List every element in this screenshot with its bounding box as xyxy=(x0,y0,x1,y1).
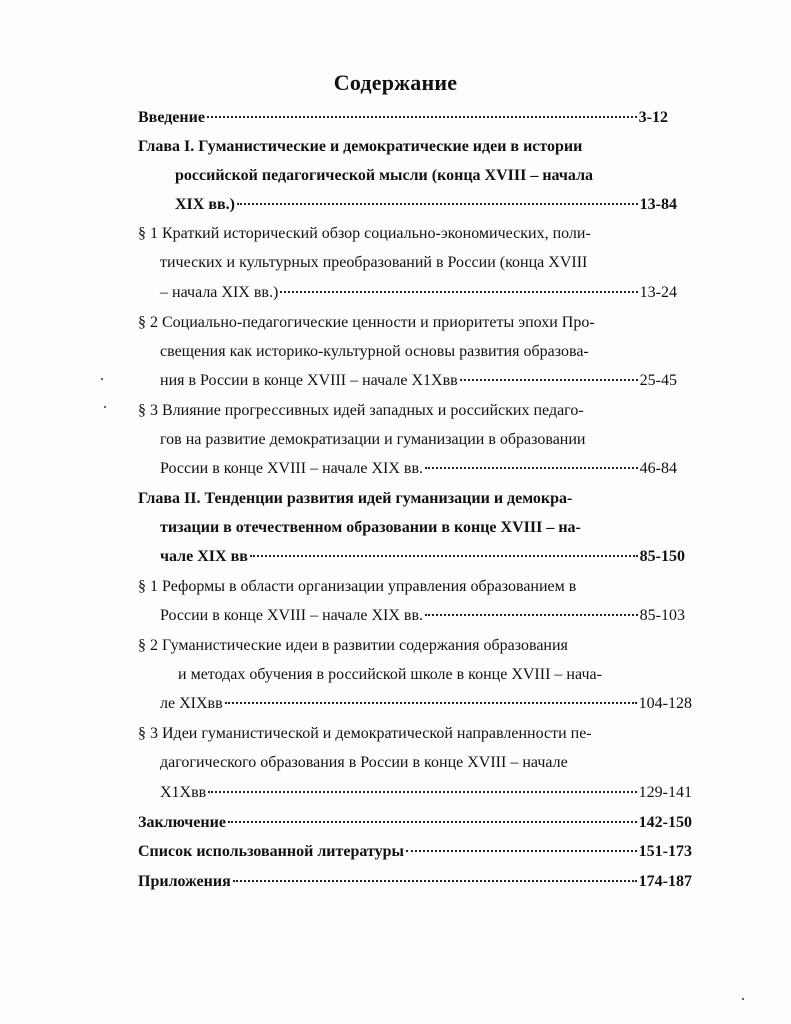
chapter-2-title-line-1: Глава II. Тенденции развития идей гуманизации и демокра- xyxy=(138,490,573,507)
toc-entry-pages: 85-103 xyxy=(639,607,685,624)
toc-entry-references xyxy=(138,842,692,862)
toc-entry-section-2-1 xyxy=(160,606,685,626)
dot-leader xyxy=(425,614,638,616)
dot-leader xyxy=(228,821,637,823)
toc-entry-pages: 13-24 xyxy=(639,284,677,301)
toc-entry-introduction xyxy=(138,108,668,128)
dot-leader xyxy=(237,203,638,205)
chapter-2-title-line-2: тизации в отечественном образовании в конце XVIII – на- xyxy=(160,519,581,536)
toc-entry-conclusion xyxy=(138,813,692,833)
dot-leader xyxy=(233,880,637,882)
toc-entry-pages: 25-45 xyxy=(639,372,677,389)
section-1-2-line-1: § 2 Социально-педагогические ценности и приоритеты эпохи Про- xyxy=(138,314,595,331)
toc-entry-label: России в конце XVIII – начале XIX вв. xyxy=(160,460,424,477)
dot-leader xyxy=(225,702,637,704)
toc-entry-chapter-2 xyxy=(160,547,685,567)
dot-leader xyxy=(280,291,637,293)
toc-entry-section-2-2 xyxy=(160,694,692,714)
dot-leader xyxy=(208,791,636,793)
section-2-1-line-1: § 1 Реформы в области организации управления образованием в xyxy=(138,578,577,595)
toc-entry-label: Список использованной литературы xyxy=(138,843,404,860)
section-2-2-line-1: § 2 Гуманистические идеи в развитии содержания образования xyxy=(138,637,568,654)
toc-entry-pages: 174-187 xyxy=(638,873,692,890)
toc-entry-pages: 13-84 xyxy=(639,196,677,213)
toc-entry-pages: 129-141 xyxy=(638,784,692,801)
scan-speck xyxy=(101,378,103,380)
toc-entry-chapter-1 xyxy=(175,195,677,215)
toc-entry-label: России в конце XVIII – начале XIX вв. xyxy=(160,607,424,624)
dot-leader xyxy=(250,555,638,557)
toc-entry-label: Введение xyxy=(138,109,205,126)
scan-speck xyxy=(742,998,744,1000)
chapter-1-title-line-1: Глава I. Гуманистические и демократические идеи в истории xyxy=(138,138,583,155)
toc-entry-label: X1Xвв xyxy=(160,784,207,801)
dot-leader xyxy=(460,379,638,381)
toc-entry-pages: 3-12 xyxy=(638,109,668,126)
section-1-1-line-1: § 1 Краткий исторический обзор социально-экономических, поли- xyxy=(138,225,591,242)
toc-entry-label: ле XIXвв xyxy=(160,695,223,712)
section-1-3-line-2: гов на развитие демократизации и гуманизации в образовании xyxy=(160,431,586,448)
toc-entry-pages: 85-150 xyxy=(639,548,685,565)
toc-entry-section-2-3 xyxy=(160,783,692,803)
section-1-2-line-2: свещения как историко-культурной основы развития образова- xyxy=(160,343,589,360)
toc-entry-pages: 104-128 xyxy=(638,695,692,712)
toc-entry-label: ния в России в конце XVIII – начале X1Xвв xyxy=(160,372,458,389)
section-1-3-line-1: § 3 Влияние прогрессивных идей западных и российских педаго- xyxy=(138,402,584,419)
toc-entry-appendix xyxy=(138,872,692,892)
toc-entry-label: чале XIX вв xyxy=(160,548,248,565)
toc-entry-pages: 151-173 xyxy=(638,843,692,860)
toc-entry-label: XIX вв.) xyxy=(175,196,235,213)
dot-leader xyxy=(425,467,638,469)
scan-speck xyxy=(104,406,106,408)
toc-entry-pages: 142-150 xyxy=(638,814,692,831)
section-2-3-line-1: § 3 Идеи гуманистической и демократической направленности пе- xyxy=(138,725,592,742)
toc-entry-section-1-3 xyxy=(160,459,677,479)
toc-entry-pages: 46-84 xyxy=(639,460,677,477)
section-2-2-line-2: и методах обучения в российской школе в конце XVIII – нача- xyxy=(178,666,602,683)
section-1-1-line-2: тических и культурных преобразований в России (конца XVIII xyxy=(160,254,588,271)
dot-leader xyxy=(406,850,637,852)
toc-entry-label: Заключение xyxy=(138,814,226,831)
section-2-3-line-2: дагогического образования в России в конце XVIII – начале xyxy=(160,754,568,771)
chapter-1-title-line-2: российской педагогической мысли (конца XVIII – начала xyxy=(175,167,594,184)
dot-leader xyxy=(207,116,637,118)
toc-entry-section-1-1 xyxy=(160,283,677,303)
page-title: Содержание xyxy=(333,70,458,95)
toc-entry-label: Приложения xyxy=(138,873,231,890)
toc-entry-label: – начала XIX вв.) xyxy=(160,284,279,301)
toc-entry-section-1-2 xyxy=(160,371,677,391)
